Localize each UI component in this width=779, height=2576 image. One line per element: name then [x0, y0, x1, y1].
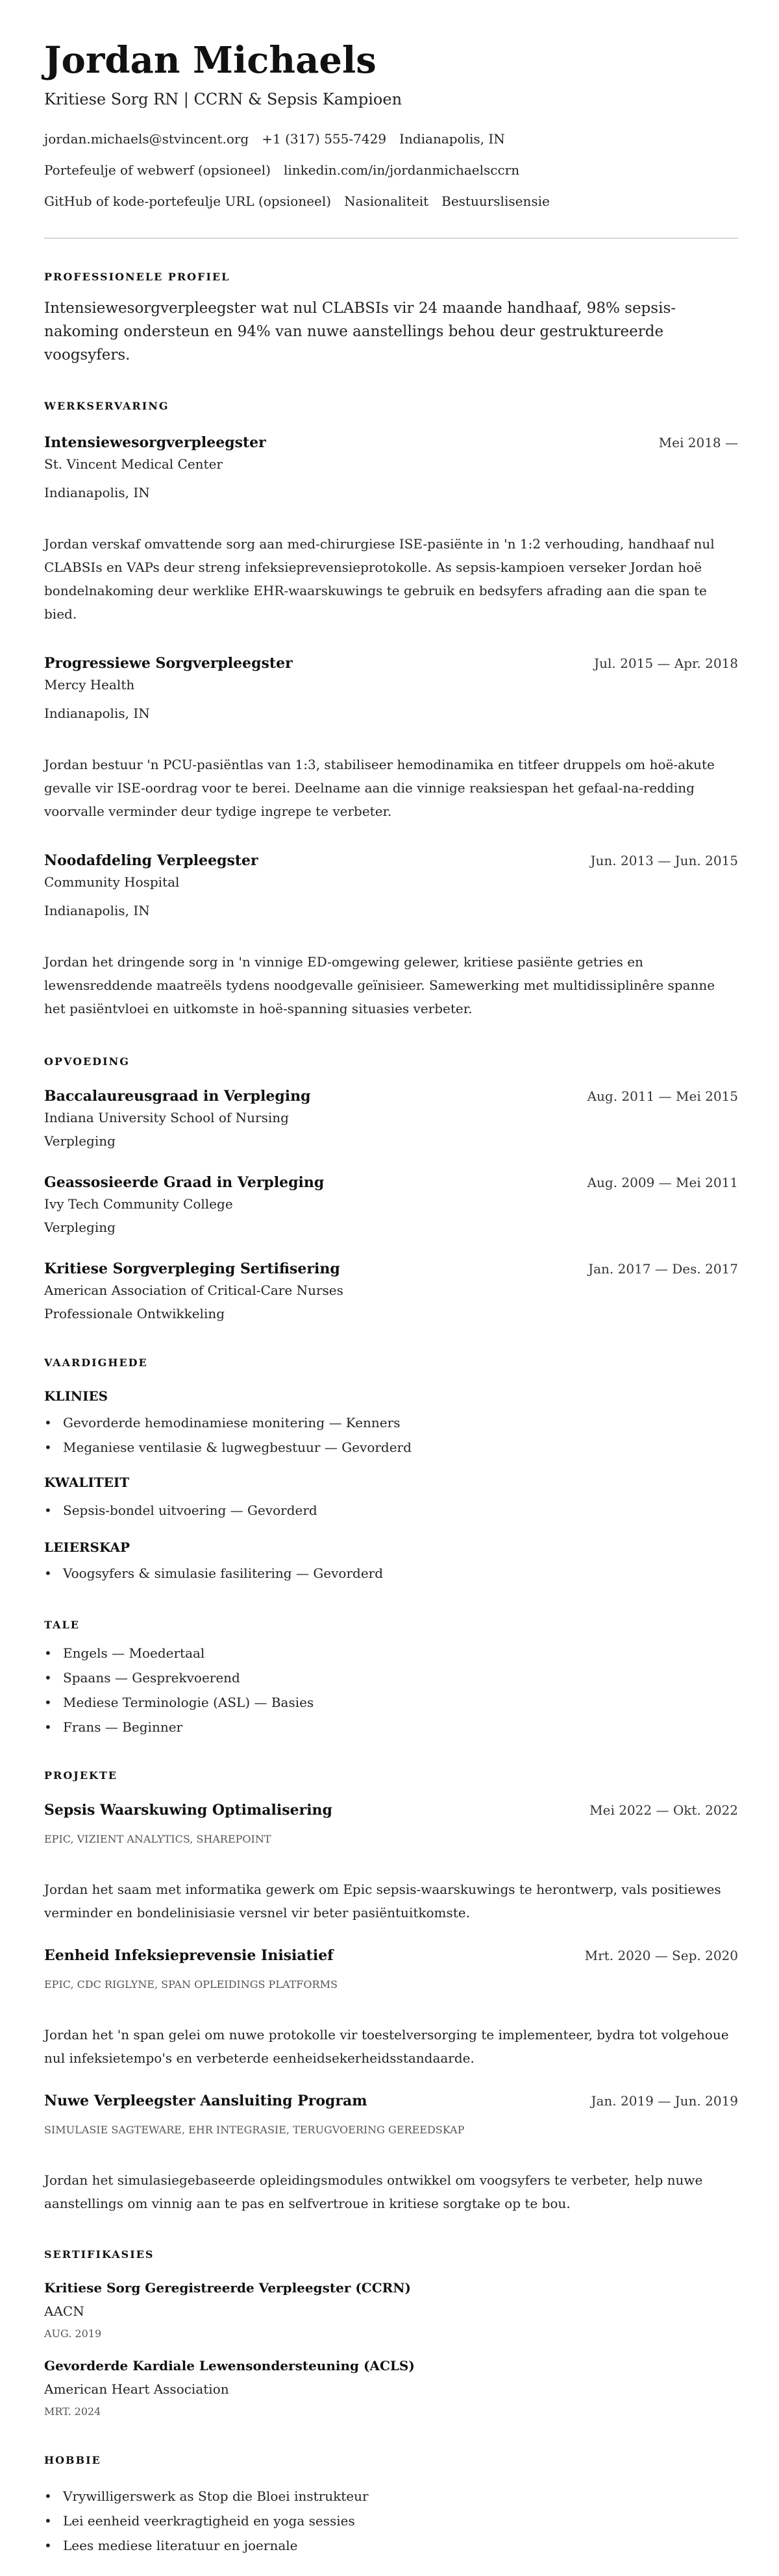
job-company: Mercy Health [44, 677, 135, 693]
bullet-icon: • [44, 1503, 52, 1518]
education-section [44, 1054, 738, 1323]
profile-section [44, 269, 738, 367]
bullet-icon: • [44, 2538, 52, 2553]
language-list [44, 1641, 738, 1739]
certification-date: AUG. 2019 [44, 2327, 102, 2340]
education-dates: Aug. 2009 — Mei 2011 [587, 1175, 738, 1190]
candidate-headline: Kritiese Sorg RN | CCRN & Sepsis Kampioen [44, 90, 402, 108]
job-title: Noodafdeling Verpleegster [44, 852, 258, 869]
skills-section [44, 1355, 738, 1586]
education-dates: Jan. 2017 — Des. 2017 [588, 1261, 738, 1277]
field-of-study: Verpleging [44, 1220, 116, 1235]
hobby-item [44, 2509, 738, 2533]
job-description: Jordan verskaf omvattende sorg aan med-chirurgiese ISE-pasiënte in 'n 1:2 verhouding, handhaaf nul CLABSIs en VAPs deur streng infeksieprevensieprotokolle. As sepsis-kampioen verseker Jordan hoë bondelnakoming deur werklike EHR-waarskuwings te gebruik en bedsyfers afrading aan die span te bied. [44, 536, 715, 622]
certification-title: Kritiese Sorg Geregistreerde Verpleegster (CCRN) [44, 2280, 411, 2296]
hobby-item [44, 2484, 738, 2509]
skill-group-title: KWALITEIT [44, 1475, 130, 1490]
project-title: Sepsis Waarskuwing Optimalisering [44, 1802, 332, 1819]
job-dates: Jun. 2013 — Jun. 2015 [590, 853, 738, 868]
certification-issuer: American Heart Association [44, 2381, 229, 2397]
projects-section [44, 1768, 738, 2215]
hobby-item [44, 2533, 738, 2558]
profile-summary: Intensiewesorgverpleegster wat nul CLABSIs vir 24 maande handhaaf, 98% sepsis-nakoming ondersteun en 94% van nuwe aanstellings behou deur gestruktureerde voogsyfers. [44, 300, 676, 363]
job-title: Progressiewe Sorgverpleegster [44, 655, 293, 672]
contact-website[interactable]: Portefeulje of webwerf (opsioneel) [44, 162, 271, 178]
language-label: Frans — Beginner [63, 1719, 183, 1735]
certification-date: MRT. 2024 [44, 2405, 101, 2418]
section-heading: OPVOEDING [44, 1055, 130, 1068]
contact-row [44, 160, 738, 180]
job-title: Intensiewesorgverpleegster [44, 434, 266, 451]
hobby-label: Lees mediese literatuur en joernale [63, 2538, 298, 2553]
language-label: Mediese Terminologie (ASL) — Basies [63, 1695, 314, 1710]
contact-github[interactable]: GitHub of kode-portefeulje URL (opsioneel) [44, 193, 332, 209]
contact-location: Indianapolis, IN [399, 131, 505, 147]
certification-entry [44, 2279, 738, 2342]
experience-section [44, 399, 738, 1020]
field-of-study: Professionale Ontwikkeling [44, 1306, 225, 1321]
experience-entry [44, 654, 738, 823]
contact-drivers-license: Bestuurslisensie [441, 193, 550, 209]
education-entry [44, 1259, 738, 1323]
job-dates: Mei 2018 — [658, 435, 738, 450]
certifications-section [44, 2247, 738, 2420]
section-heading: TALE [44, 1619, 80, 1631]
candidate-name: Jordan Michaels [44, 39, 377, 82]
project-description: Jordan het simulasiegebaseerde opleidingsmodules ontwikkel om voogsyfers te verbeter, help nuwe aanstellings om vinnig aan te pas en selfvertroue in kritiese sorgtake op te bou. [44, 2172, 703, 2211]
degree-title: Geassosieerde Graad in Verpleging [44, 1174, 325, 1191]
skill-list [44, 1410, 738, 1460]
certification-title: Gevorderde Kardiale Lewensondersteuning (ACLS) [44, 2358, 415, 2374]
section-heading: SERTIFIKASIES [44, 2248, 155, 2261]
experience-entry [44, 851, 738, 1020]
language-label: Engels — Moedertaal [63, 1645, 205, 1661]
section-heading: HOBBIE [44, 2454, 101, 2466]
contact-email[interactable]: jordan.michaels@stvincent.org [44, 131, 249, 147]
project-description: Jordan het saam met informatika gewerk om Epic sepsis-waarskuwings te herontwerp, vals positiewes verminder en bondelinisiasie versnel vir beter pasiëntuitkomste. [44, 1882, 721, 1920]
job-description: Jordan het dringende sorg in 'n vinnige ED-omgewing gelewer, kritiese pasiënte getries en lewensreddende maatreëls tydens noodgevalle geïnisieer. Samewerking met multidissiplinêre spanne het pasiëntvloei en uitkomste in hoë-spanning situasies verbeter. [44, 954, 715, 1016]
school-name: Ivy Tech Community College [44, 1196, 233, 1212]
skill-item [44, 1498, 738, 1523]
project-dates: Mei 2022 — Okt. 2022 [589, 1802, 738, 1818]
languages-section [44, 1617, 738, 1739]
bullet-icon: • [44, 1670, 52, 1686]
contact-row [44, 129, 738, 149]
skill-list [44, 1561, 738, 1586]
skill-group-title: LEIERSKAP [44, 1539, 130, 1555]
job-location: Indianapolis, IN [44, 903, 150, 918]
header-divider [44, 238, 738, 239]
contact-row [44, 191, 738, 211]
field-of-study: Verpleging [44, 1133, 116, 1149]
skill-label: Voogsyfers & simulasie fasilitering — Gevorderd [63, 1565, 384, 1581]
job-location: Indianapolis, IN [44, 705, 150, 721]
bullet-icon: • [44, 2488, 52, 2504]
contact-phone[interactable]: +1 (317) 555-7429 [262, 131, 387, 147]
project-dates: Jan. 2019 — Jun. 2019 [591, 2093, 738, 2109]
job-company: St. Vincent Medical Center [44, 456, 223, 472]
bullet-icon: • [44, 2513, 52, 2529]
hobbies-section [44, 2453, 738, 2558]
education-entry [44, 1086, 738, 1151]
section-heading: PROJEKTE [44, 1769, 118, 1782]
skill-group-title: KLINIES [44, 1388, 108, 1404]
language-item [44, 1665, 738, 1690]
skill-label: Meganiese ventilasie & lugwegbestuur — Gevorderd [63, 1440, 412, 1455]
hobby-label: Lei eenheid veerkragtigheid en yoga sessies [63, 2513, 355, 2529]
degree-title: Kritiese Sorgverpleging Sertifisering [44, 1260, 340, 1277]
contact-linkedin[interactable]: linkedin.com/in/jordanmichaelsccrn [283, 162, 520, 178]
bullet-icon: • [44, 1695, 52, 1710]
bullet-icon: • [44, 1719, 52, 1735]
experience-entry [44, 433, 738, 626]
section-heading: VAARDIGHEDE [44, 1356, 148, 1369]
job-company: Community Hospital [44, 874, 180, 890]
skill-list [44, 1498, 738, 1523]
project-title: Eenheid Infeksieprevensie Inisiatief [44, 1947, 334, 1964]
skill-item [44, 1561, 738, 1586]
project-tech: SIMULASIE SAGTEWARE, EHR INTEGRASIE, TERUGVOERING GEREEDSKAP [44, 2124, 465, 2136]
education-dates: Aug. 2011 — Mei 2015 [587, 1088, 738, 1104]
skill-item [44, 1435, 738, 1460]
language-label: Spaans — Gesprekvoerend [63, 1670, 240, 1686]
job-description: Jordan bestuur 'n PCU-pasiëntlas van 1:3, stabiliseer hemodinamika en titfeer druppels om hoë-akute gevalle vir ISE-oordrag voor te berei. Deelname aan die vinnige reaksiespan het gefaal-na-redding voorvalle verminder deur tydige ingrepe te verbeter. [44, 757, 715, 819]
project-title: Nuwe Verpleegster Aansluiting Program [44, 2092, 367, 2109]
language-item [44, 1690, 738, 1715]
project-entry [44, 1800, 738, 1924]
project-tech: EPIC, CDC RIGLYNE, SPAN OPLEIDINGS PLATFORMS [44, 1978, 338, 1991]
section-heading: WERKSERVARING [44, 400, 169, 412]
degree-title: Baccalaureusgraad in Verpleging [44, 1088, 311, 1105]
skill-label: Gevorderde hemodinamiese monitering — Kenners [63, 1415, 401, 1430]
certification-issuer: AACN [44, 2303, 84, 2319]
contact-nationality: Nasionaliteit [344, 193, 429, 209]
job-dates: Jul. 2015 — Apr. 2018 [594, 656, 738, 671]
skill-item [44, 1410, 738, 1435]
language-item [44, 1641, 738, 1665]
school-name: American Association of Critical-Care Nurses [44, 1282, 343, 1298]
section-heading: PROFESSIONELE PROFIEL [44, 271, 230, 283]
school-name: Indiana University School of Nursing [44, 1110, 289, 1125]
hobby-label: Vrywilligerswerk as Stop die Bloei instrukteur [63, 2488, 369, 2504]
resume-header [44, 39, 738, 211]
hobby-list [44, 2484, 738, 2558]
bullet-icon: • [44, 1565, 52, 1581]
certification-entry [44, 2357, 738, 2420]
job-location: Indianapolis, IN [44, 485, 150, 500]
education-entry [44, 1173, 738, 1237]
project-dates: Mrt. 2020 — Sep. 2020 [584, 1948, 738, 1963]
project-tech: EPIC, VIZIENT ANALYTICS, SHAREPOINT [44, 1833, 271, 1845]
bullet-icon: • [44, 1415, 52, 1430]
language-item [44, 1715, 738, 1739]
project-description: Jordan het 'n span gelei om nuwe protokolle vir toestelversorging te implementeer, bydra tot volgehoue nul infeksietempo's en verbeterde eenheidsekerheidsstandaarde. [44, 2027, 729, 2066]
resume-page [44, 0, 738, 2558]
project-entry [44, 1946, 738, 2070]
bullet-icon: • [44, 1440, 52, 1455]
skill-label: Sepsis-bondel uitvoering — Gevorderd [63, 1503, 317, 1518]
project-entry [44, 2091, 738, 2215]
bullet-icon: • [44, 1645, 52, 1661]
